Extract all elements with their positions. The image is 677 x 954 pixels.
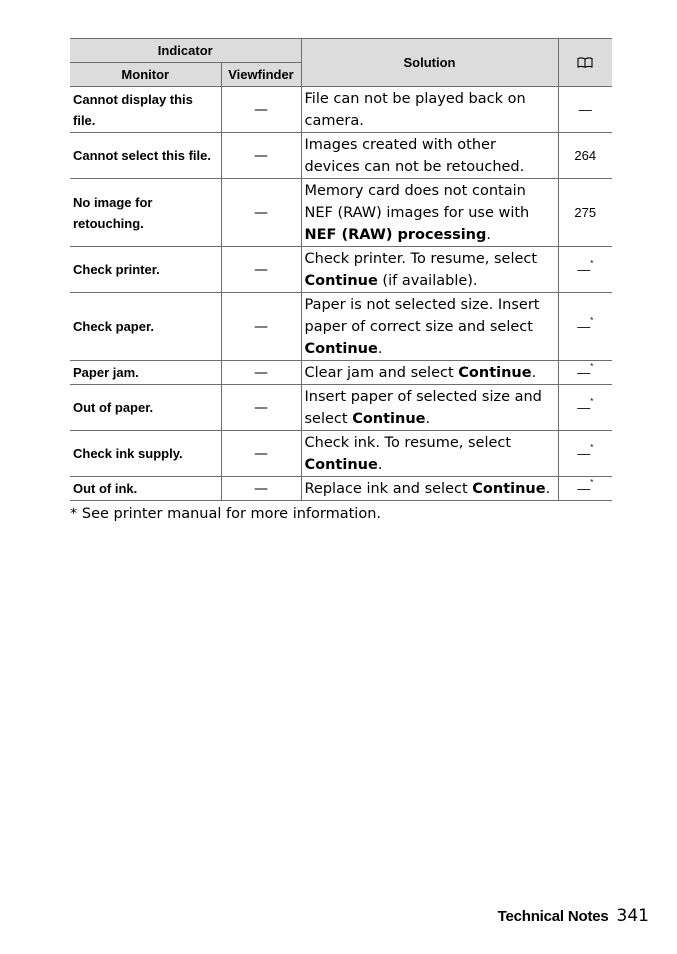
solution-text xyxy=(301,87,558,133)
menu-item-name: Continue xyxy=(472,480,546,497)
monitor-indicator: Check paper. xyxy=(70,293,221,361)
viewfinder-indicator: — xyxy=(221,247,301,293)
solution-text xyxy=(301,361,558,385)
solution-fragment: . xyxy=(377,456,383,473)
page-reference xyxy=(558,385,612,431)
page-reference-value: 264 xyxy=(574,148,597,163)
page-reference-value: — xyxy=(577,262,591,277)
page-reference-value: — xyxy=(577,481,591,496)
page-footer xyxy=(498,906,649,926)
footnote-marker: * xyxy=(590,478,594,487)
footnote-marker: * xyxy=(590,443,594,452)
page-reference xyxy=(558,431,612,477)
solution-fragment: . xyxy=(531,364,537,381)
solution-fragment: Check ink. To resume, select xyxy=(304,434,512,451)
monitor-indicator: Cannot display this file. xyxy=(70,87,221,133)
viewfinder-indicator: — xyxy=(221,179,301,247)
monitor-indicator: Paper jam. xyxy=(70,361,221,385)
table-row xyxy=(70,87,612,133)
table-row xyxy=(70,477,612,501)
monitor-indicator: Out of ink. xyxy=(70,477,221,501)
viewfinder-indicator: — xyxy=(221,293,301,361)
page-reference-value: — xyxy=(577,446,591,461)
monitor-indicator: Check ink supply. xyxy=(70,431,221,477)
footnote-marker: * xyxy=(590,362,594,371)
page-reference xyxy=(558,133,612,179)
solution-text xyxy=(301,179,558,247)
solution-fragment: . xyxy=(486,226,491,243)
menu-item-name: NEF (RAW) processing xyxy=(304,226,487,243)
solution-fragment: . xyxy=(377,340,383,357)
page-reference xyxy=(558,87,612,133)
page-ref-header xyxy=(558,39,612,87)
page-reference-value: — xyxy=(578,102,592,117)
solution-text xyxy=(301,293,558,361)
viewfinder-indicator: — xyxy=(221,87,301,133)
solution-text xyxy=(301,247,558,293)
monitor-indicator: Cannot select this file. xyxy=(70,133,221,179)
footnote-marker: * xyxy=(590,259,594,268)
solution-fragment: File can not be played back on camera. xyxy=(304,90,526,129)
monitor-indicator: Out of paper. xyxy=(70,385,221,431)
table-row xyxy=(70,431,612,477)
solution-fragment: Replace ink and select xyxy=(304,480,473,497)
page-number: 341 xyxy=(616,906,649,926)
footnote-marker: * xyxy=(590,397,594,406)
viewfinder-indicator: — xyxy=(221,385,301,431)
footnote-marker: * xyxy=(590,316,594,325)
footnote: * See printer manual for more information. xyxy=(70,506,381,522)
solution-fragment: (if available). xyxy=(377,272,478,289)
solution-fragment: . xyxy=(545,480,551,497)
solution-fragment: Images created with other devices can not be retouched. xyxy=(304,136,525,175)
indicator-header: Indicator xyxy=(70,39,301,63)
table-row xyxy=(70,385,612,431)
solution-text xyxy=(301,385,558,431)
solution-fragment: . xyxy=(425,410,431,427)
menu-item-name: Continue xyxy=(458,364,532,381)
page-reference-value: — xyxy=(577,365,591,380)
menu-item-name: Continue xyxy=(352,410,426,427)
page-reference-value: — xyxy=(577,319,591,334)
page-reference-value: 275 xyxy=(574,205,597,220)
solution-fragment: Paper is not selected size. Insert paper of correct size and select xyxy=(304,296,540,335)
viewfinder-indicator: — xyxy=(221,431,301,477)
solution-text xyxy=(301,431,558,477)
monitor-header: Monitor xyxy=(70,63,221,87)
menu-item-name: Continue xyxy=(304,456,378,473)
table-row xyxy=(70,179,612,247)
solution-fragment: Memory card does not contain NEF (RAW) images for use with xyxy=(304,182,530,221)
monitor-indicator: Check printer. xyxy=(70,247,221,293)
solution-text xyxy=(301,477,558,501)
table-row xyxy=(70,133,612,179)
solution-fragment: Check printer. To resume, select xyxy=(304,250,538,267)
solution-text xyxy=(301,133,558,179)
menu-item-name: Continue xyxy=(304,272,378,289)
page-reference xyxy=(558,247,612,293)
table-row xyxy=(70,293,612,361)
page-reference xyxy=(558,293,612,361)
page-reference xyxy=(558,361,612,385)
page-reference-value: — xyxy=(577,400,591,415)
book-icon xyxy=(577,57,593,68)
table-row xyxy=(70,361,612,385)
monitor-indicator: No image for retouching. xyxy=(70,179,221,247)
page-reference xyxy=(558,477,612,501)
solution-fragment: Insert paper of selected size and select xyxy=(304,388,542,427)
section-title: Technical Notes xyxy=(497,908,609,925)
error-table xyxy=(70,38,612,501)
page-reference xyxy=(558,179,612,247)
table-row xyxy=(70,247,612,293)
viewfinder-indicator: — xyxy=(221,361,301,385)
solution-fragment: Clear jam and select xyxy=(304,364,459,381)
viewfinder-indicator: — xyxy=(221,133,301,179)
viewfinder-header: Viewfinder xyxy=(221,63,301,87)
menu-item-name: Continue xyxy=(304,340,378,357)
error-table-body xyxy=(70,87,612,501)
solution-header: Solution xyxy=(301,39,558,87)
viewfinder-indicator: — xyxy=(221,477,301,501)
